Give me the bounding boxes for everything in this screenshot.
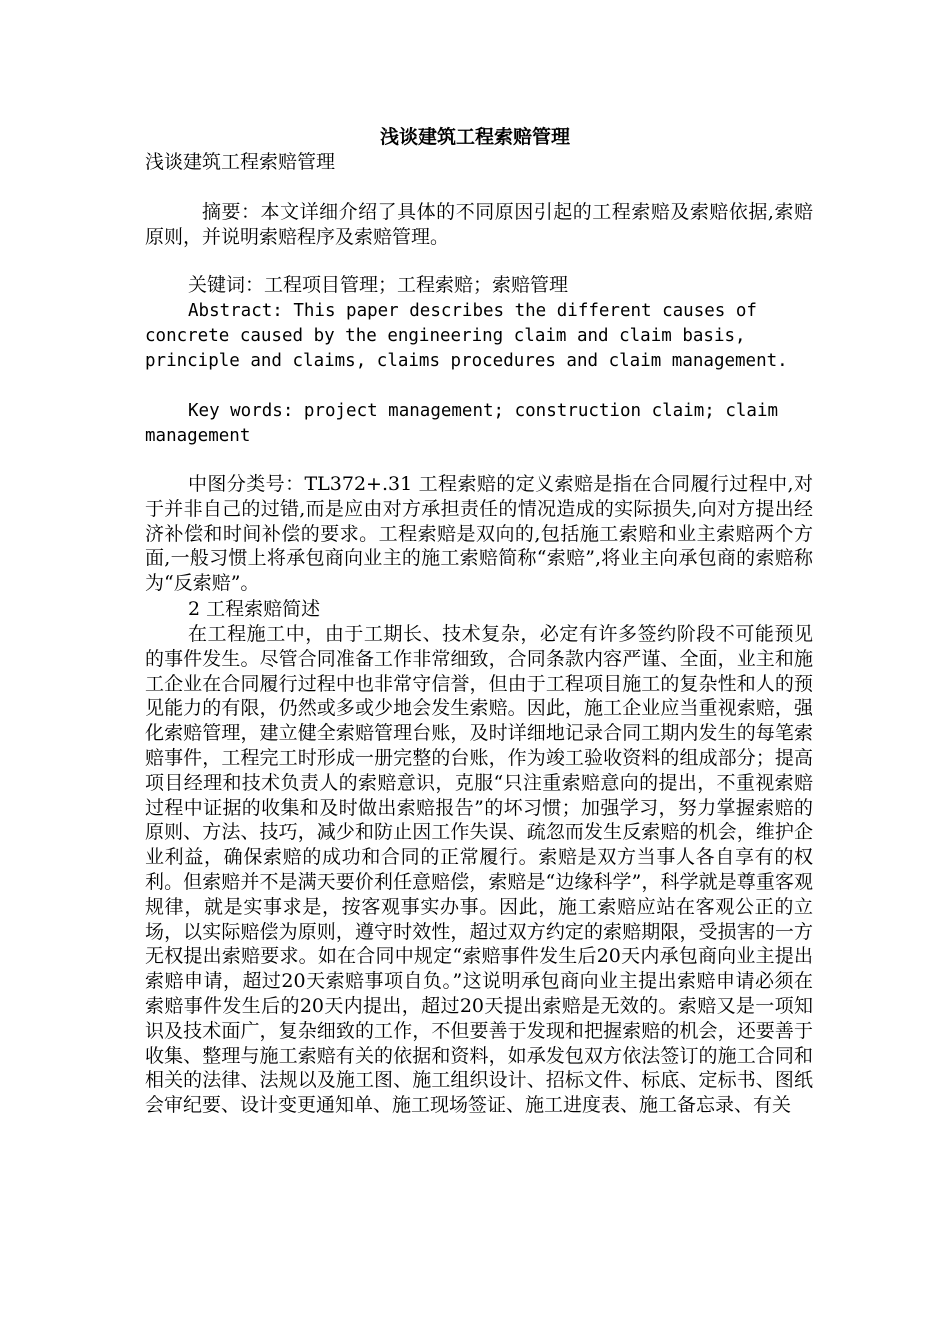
document-subtitle: 浅谈建筑工程索赔管理 (145, 151, 336, 173)
abstract-en: Abstract: This paper describes the different causes of concrete caused by the engineering claim and claim basis, principle and claims, claims procedures and claim management. (145, 301, 788, 371)
abstract-cn: 摘要：本文详细介绍了具体的不同原因引起的工程索赔及索赔依据,索赔原则，并说明索赔程序及索赔管理。 (145, 201, 813, 248)
keywords-en: Key words: project management; construction claim; claim management (145, 401, 789, 446)
document-title: 浅谈建筑工程索赔管理 (379, 126, 570, 148)
paragraph-body: 在工程施工中，由于工期长、技术复杂，必定有许多签约阶段不可能预见的事件发生。尽管合同准备工作非常细致，合同条款内容严谨、全面，业主和施工企业在合同履行过程中也非常守信誉，但由于工程项目施工的复杂性和人的预见能力的有限，仍然或多或少地会发生索赔。因此，施工企业应当重视索赔，强化索赔管理，建立健全索赔管理台账，及时详细地记录合同工期内发生的每笔索赔事件，工程完工时形成一册完整的台账，作为竣工验收资料的组成部分；提高项目经理和技术负责人的索赔意识，克服“只注重索赔意向的提出，不重视索赔过程中证据的收集和及时做出索赔报告”的坏习惯；加强学习，努力掌握索赔的原则、方法、技巧，减少和防止因工作失误、疏忽而发生反索赔的机会，维护企业利益，确保索赔的成功和合同的正常履行。索赔是双方当事人各自享有的权利。但索赔并不是满天要价利任意赔偿，索赔是“边缘科学”，科学就是尊重客观规律，就是实事求是，按客观事实办事。因此，施工索赔应站在客观公正的立场，以实际赔偿为原则，遵守时效性，超过双方约定的索赔期限，受损害的一方无权提出索赔要求。如在合同中规定“索赔事件发生后20天内承包商向业主提出索赔申请，超过20天索赔事项自负。”这说明承包商向业主提出索赔申请必须在索赔事件发生后的20天内提出，超过20天提出索赔是无效的。索赔又是一项知识及技术面广，复杂细致的工作，不但要善于发现和把握索赔的机会，还要善于收集、整理与施工索赔有关的依据和资料，如承发包双方依法签订的施工合同和相关的法律、法规以及施工图、施工组织设计、招标文件、标底、定标书、图纸会审纪要、设计变更通知单、施工现场签证、施工进度表、施工备忘录、有关 (145, 623, 813, 1117)
keywords-cn: 关键词：工程项目管理；工程索赔；索赔管理 (188, 274, 569, 296)
section-heading: 2 工程索赔简述 (188, 598, 321, 620)
paragraph-classification: 中图分类号：TL372+.31 工程索赔的定义索赔是指在合同履行过程中,对于并非自己的过错,而是应由对方承担责任的情况造成的实际损失,向对方提出经济补偿和时间补偿的要求。工程索赔是双向的,包括施工索赔和业主索赔两个方面,一般习惯上将承包商向业主的施工索赔简称“索赔”,将业主向承包商的索赔称为“反索赔”。 (145, 473, 813, 595)
